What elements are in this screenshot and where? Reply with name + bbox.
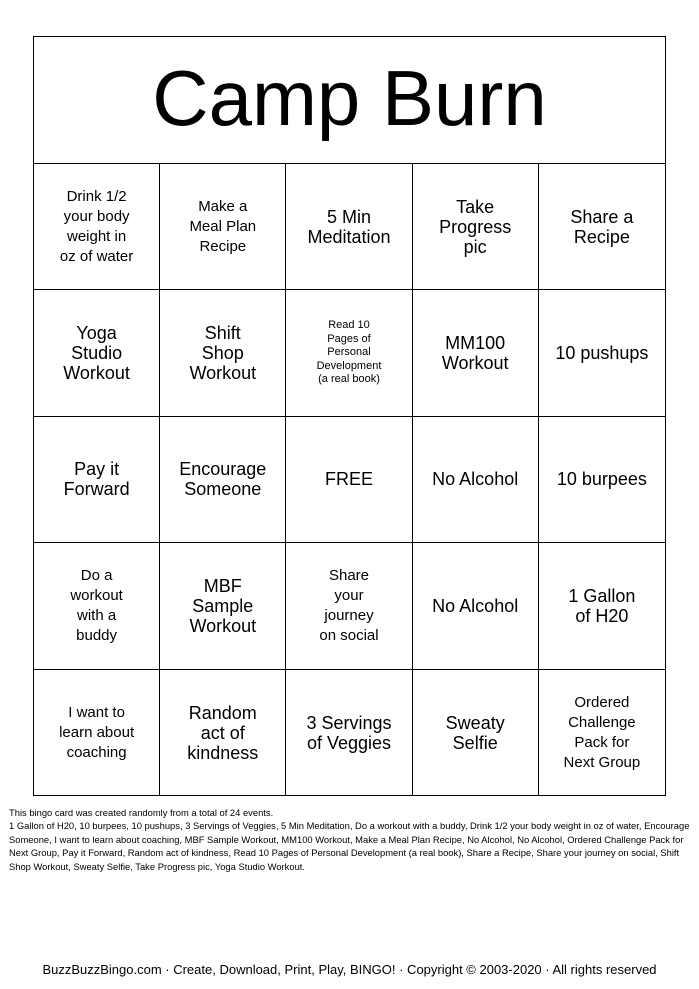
- bingo-cell: Yoga Studio Workout: [34, 290, 160, 416]
- bingo-cell: Ordered Challenge Pack for Next Group: [563, 693, 641, 771]
- bingo-cell: Shift Shop Workout: [160, 290, 286, 416]
- bingo-cell: Do a workout with a buddy: [34, 543, 160, 669]
- info-event-list: 1 Gallon of H20, 10 burpees, 10 pushups, 3 Servings of Veggies, 5 Min Meditation, Do a workout with a buddy, Drink 1/2 your body weight in oz of water, Encourage Someone, I want to learn about coaching, MBF Sample Workout, MM100 Workout, Make a Meal Plan Recipe, No Alcohol, No Alcohol, Ordered Challenge Pack for Next Group, Pay it Forward, Random act of kindness, Read 10 Pages of Personal Development (a real book), Share a Recipe, Share your journey on social, Shift Shop Workout, Sweaty Selfie, Take Progress pic, Yoga Studio Workout.: [9, 820, 690, 872]
- bingo-grid: [34, 164, 665, 796]
- bingo-cell: Random act of kindness: [160, 670, 286, 796]
- bingo-cell: 1 Gallon of H20: [539, 543, 665, 669]
- bingo-cell: Sweaty Selfie: [413, 670, 539, 796]
- bingo-cell: No Alcohol: [413, 543, 539, 669]
- bingo-cell: Take Progress pic: [413, 164, 539, 290]
- card-info: [9, 806, 694, 873]
- bingo-cell: MBF Sample Workout: [160, 543, 286, 669]
- bingo-cell: Encourage Someone: [160, 417, 286, 543]
- free-space-cell: FREE: [286, 417, 412, 543]
- info-summary: This bingo card was created randomly from a total of 24 events.: [9, 807, 274, 818]
- bingo-cell: 5 Min Meditation: [286, 164, 412, 290]
- bingo-cell: Make a Meal Plan Recipe: [160, 164, 286, 290]
- bingo-cell: Read 10 Pages of Personal Development (a real book): [286, 290, 412, 416]
- bingo-cell: 3 Servings of Veggies: [286, 670, 412, 796]
- bingo-cell: 10 burpees: [539, 417, 665, 543]
- bingo-cell: Pay it Forward: [34, 417, 160, 543]
- bingo-cell: No Alcohol: [413, 417, 539, 543]
- bingo-cell: 10 pushups: [539, 290, 665, 416]
- bingo-card: [33, 36, 666, 796]
- bingo-cell: Share a Recipe: [539, 164, 665, 290]
- bingo-cell: Share your journey on social: [286, 543, 412, 669]
- bingo-cell: Drink 1/2 your body weight in oz of water: [34, 164, 160, 290]
- card-title: Camp Burn: [34, 37, 665, 164]
- bingo-cell: I want to learn about coaching: [34, 670, 160, 796]
- footer-copyright: BuzzBuzzBingo.com · Create, Download, Print, Play, BINGO! · Copyright © 2003-2020 · All rights reserved: [42, 962, 657, 977]
- bingo-cell: MM100 Workout: [413, 290, 539, 416]
